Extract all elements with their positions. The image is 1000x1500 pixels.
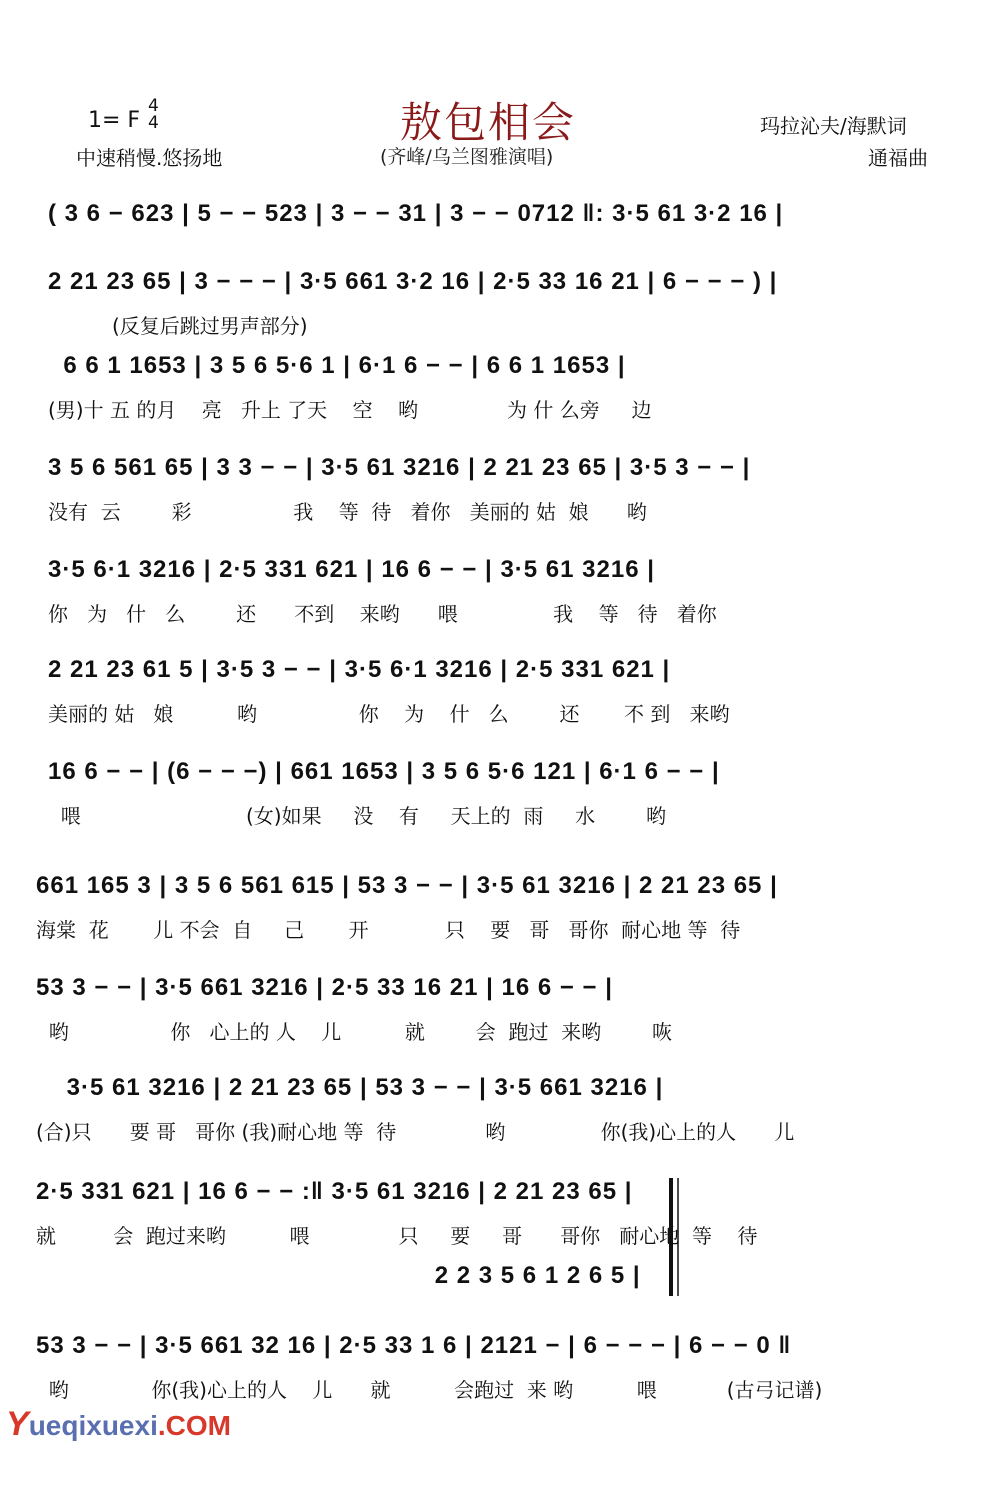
lyric-line: 哟 你 心上的 人 儿 就 会 跑过 来哟 咴: [36, 1020, 673, 1044]
notation-line: 16 6 − − | (6 − − −) | 661 1653 | 3 5 6 5·6 121 | 6·1 6 − − |: [48, 758, 720, 785]
lyric-line: 喂 (女)如果 没 有 天上的 雨 水 哟: [48, 804, 666, 828]
key-signature: 1= F: [88, 108, 141, 133]
score-row-3: [0, 352, 1000, 422]
notation-line: 3·5 61 3216 | 2 21 23 65 | 53 3 − − | 3·5 661 3216 |: [36, 1074, 664, 1101]
tempo-marking: 中速稍慢.悠扬地: [76, 146, 223, 170]
score-row-10: [0, 1074, 1000, 1144]
score-row-1: [0, 200, 1000, 246]
notation-line: 53 3 − − | 3·5 661 3216 | 2·5 33 16 21 | 16 6 − − |: [36, 974, 613, 1001]
score-row-9: [0, 974, 1000, 1044]
lyric-line: 哟 你(我)心上的人 儿 就 会跑过 来 哟 喂 (古弓记谱): [36, 1378, 823, 1402]
notation-line: 6 6 1 1653 | 3 5 6 5·6 1 | 6·1 6 − − | 6 6 1 1653 |: [48, 352, 626, 379]
watermark-text: ueqixuexi: [28, 1410, 158, 1441]
system-brace: [668, 1176, 682, 1300]
singers-credit: (齐峰/乌兰图雅演唱): [380, 146, 554, 168]
score-row-2: [0, 268, 1000, 338]
lyric-line: (反复后跳过男声部分): [112, 314, 308, 338]
lyric-line: 海棠 花 儿 不会 自 己 开 只 要 哥 哥你 耐心地 等 待: [36, 918, 741, 942]
notation-line: 53 3 − − | 3·5 661 32 16 | 2·5 33 1 6 | 2121 − | 6 − − − | 6 − − 0 ‖: [36, 1332, 792, 1359]
time-sig-bottom: 4: [148, 113, 159, 133]
score-row-11-lower-staff: [0, 1262, 1000, 1308]
lyric-line: 美丽的 姑 娘 哟 你 为 什 么 还 不 到 来哟: [48, 702, 730, 726]
lyric-line: 你 为 什 么 还 不到 来哟 喂 我 等 待 着你: [48, 602, 717, 626]
song-title: 敖包相会: [400, 98, 577, 147]
score-row-8: [0, 872, 1000, 942]
time-signature: [148, 98, 159, 132]
time-sig-top: 4: [148, 96, 159, 116]
lyric-line: (合)只 要 哥 哥你 (我)耐心地 等 待 哟 你(我)心上的人 儿: [36, 1120, 795, 1144]
notation-line: 3 5 6 561 65 | 3 3 − − | 3·5 61 3216 | 2 21 23 65 | 3·5 3 − − |: [48, 454, 751, 481]
watermark-logo: [6, 1405, 231, 1444]
lyric-line: 没有 云 彩 我 等 待 着你 美丽的 姑 娘 哟: [48, 500, 647, 524]
notation-line: 661 165 3 | 3 5 6 561 615 | 53 3 − − | 3·5 61 3216 | 2 21 23 65 |: [36, 872, 778, 899]
notation-line: 2 21 23 61 5 | 3·5 3 − − | 3·5 6·1 3216 | 2·5 331 621 |: [48, 656, 671, 683]
composer-credit: 通福曲: [868, 146, 928, 170]
lyric-line: (男)十 五 的月 亮 升上 了天 空 哟 为 什 么旁 边: [48, 398, 652, 422]
score-row-6: [0, 656, 1000, 726]
notation-line: 3·5 6·1 3216 | 2·5 331 621 | 16 6 − − | 3·5 61 3216 |: [48, 556, 655, 583]
lyricist-credit: 玛拉沁夫/海默词: [760, 114, 907, 138]
notation-line: ( 3 6 − 623 | 5 − − 523 | 3 − − 31 | 3 − − 0712 ‖: 3·5 61 3·2 16 |: [48, 200, 784, 227]
notation-line: 2 21 23 65 | 3 − − − | 3·5 661 3·2 16 | 2·5 33 16 21 | 6 − − − ) |: [48, 268, 778, 295]
score-row-12: [0, 1332, 1000, 1402]
score-row-5: [0, 556, 1000, 626]
watermark-y: Y: [6, 1405, 29, 1443]
notation-line: 2 2 3 5 6 1 2 6 5 |: [36, 1262, 641, 1289]
notation-line: 2·5 331 621 | 16 6 − − :‖ 3·5 61 3216 | 2 21 23 65 |: [36, 1178, 633, 1205]
score-row-11: [0, 1178, 1000, 1248]
watermark-com: .COM: [157, 1410, 231, 1441]
lyric-line: 就 会 跑过来哟 喂 只 要 哥 哥你 耐心地 等 待: [36, 1224, 758, 1248]
score-row-4: [0, 454, 1000, 524]
score-row-7: [0, 758, 1000, 828]
